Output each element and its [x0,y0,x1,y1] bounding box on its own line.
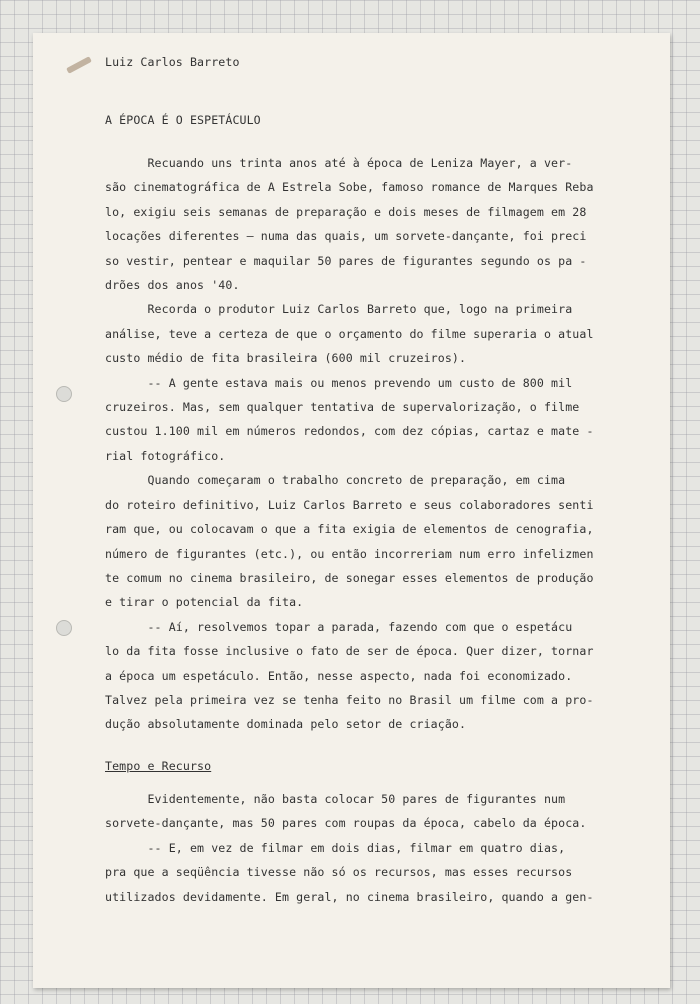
text-line: lo, exigiu seis semanas de preparação e dois meses de filmagem em 28 [105,204,587,219]
body-text-part2 [105,787,629,909]
text-line: locações diferentes — numa das quais, um sorvete-dançante, foi preci [105,229,587,244]
text-line: cruzeiros. Mas, sem qualquer tentativa de supervalorização, o filme [105,400,580,415]
text-line: do roteiro definitivo, Luiz Carlos Barreto e seus colaboradores senti [105,497,594,512]
text-line: e tirar o potencial da fita. [105,595,304,610]
text-line: drões dos anos '40. [105,278,240,293]
document-title: A ÉPOCA É O ESPETÁCULO [105,113,261,127]
text-line: ram que, ou colocavam o que a fita exigia de elementos de cenografia, [105,522,594,537]
text-line: rial fotográfico. [105,448,226,463]
text-line: utilizados devidamente. Em geral, no cinema brasileiro, quando a gen- [105,889,594,904]
text-line: lo da fita fosse inclusive o fato de ser de época. Quer dizer, tornar [105,644,594,659]
text-line: análise, teve a certeza de que o orçamento do filme superaria o atual [105,326,594,341]
text-line: Quando começaram o trabalho concreto de preparação, em cima [105,473,566,488]
text-line: -- A gente estava mais ou menos prevendo um custo de 800 mil [105,375,573,390]
text-line: são cinematográfica de A Estrela Sobe, famoso romance de Marques Reba [105,180,594,195]
text-line: custou 1.100 mil em números redondos, com dez cópias, cartaz e mate - [105,424,594,439]
text-line: pra que a seqüência tivesse não só os recursos, mas esses recursos [105,865,573,880]
text-line: -- Aí, resolvemos topar a parada, fazendo com que o espetácu [105,619,573,634]
text-line: custo médio de fita brasileira (600 mil cruzeiros). [105,351,467,366]
text-line: número de figurantes (etc.), ou então incorreriam num erro infelizmen [105,546,594,561]
body-text-part1 [105,151,629,737]
text-line: -- E, em vez de filmar em dois dias, filmar em quatro dias, [105,840,566,855]
text-line: so vestir, pentear e maquilar 50 pares de figurantes segundo os pa - [105,253,587,268]
text-line: Recorda o produtor Luiz Carlos Barreto que, logo na primeira [105,302,573,317]
text-line: te comum no cinema brasileiro, de sonegar esses elementos de produção [105,570,594,585]
text-line: sorvete-dançante, mas 50 pares com roupas da época, cabelo da época. [105,816,587,831]
text-line: a época um espetáculo. Então, nesse aspecto, nada foi economizado. [105,668,573,683]
text-line: Talvez pela primeira vez se tenha feito no Brasil um filme com a pro- [105,692,594,707]
text-line: dução absolutamente dominada pelo setor de criação. [105,717,467,732]
punch-hole-bottom [56,620,72,636]
author-name: Luiz Carlos Barreto [105,55,240,69]
text-line: Evidentemente, não basta colocar 50 pares de figurantes num [105,792,566,806]
text-line: Recuando uns trinta anos até à época de Leniza Mayer, a ver- [105,156,573,170]
section-heading: Tempo e Recurso [105,759,212,773]
punch-hole-top [56,386,72,402]
